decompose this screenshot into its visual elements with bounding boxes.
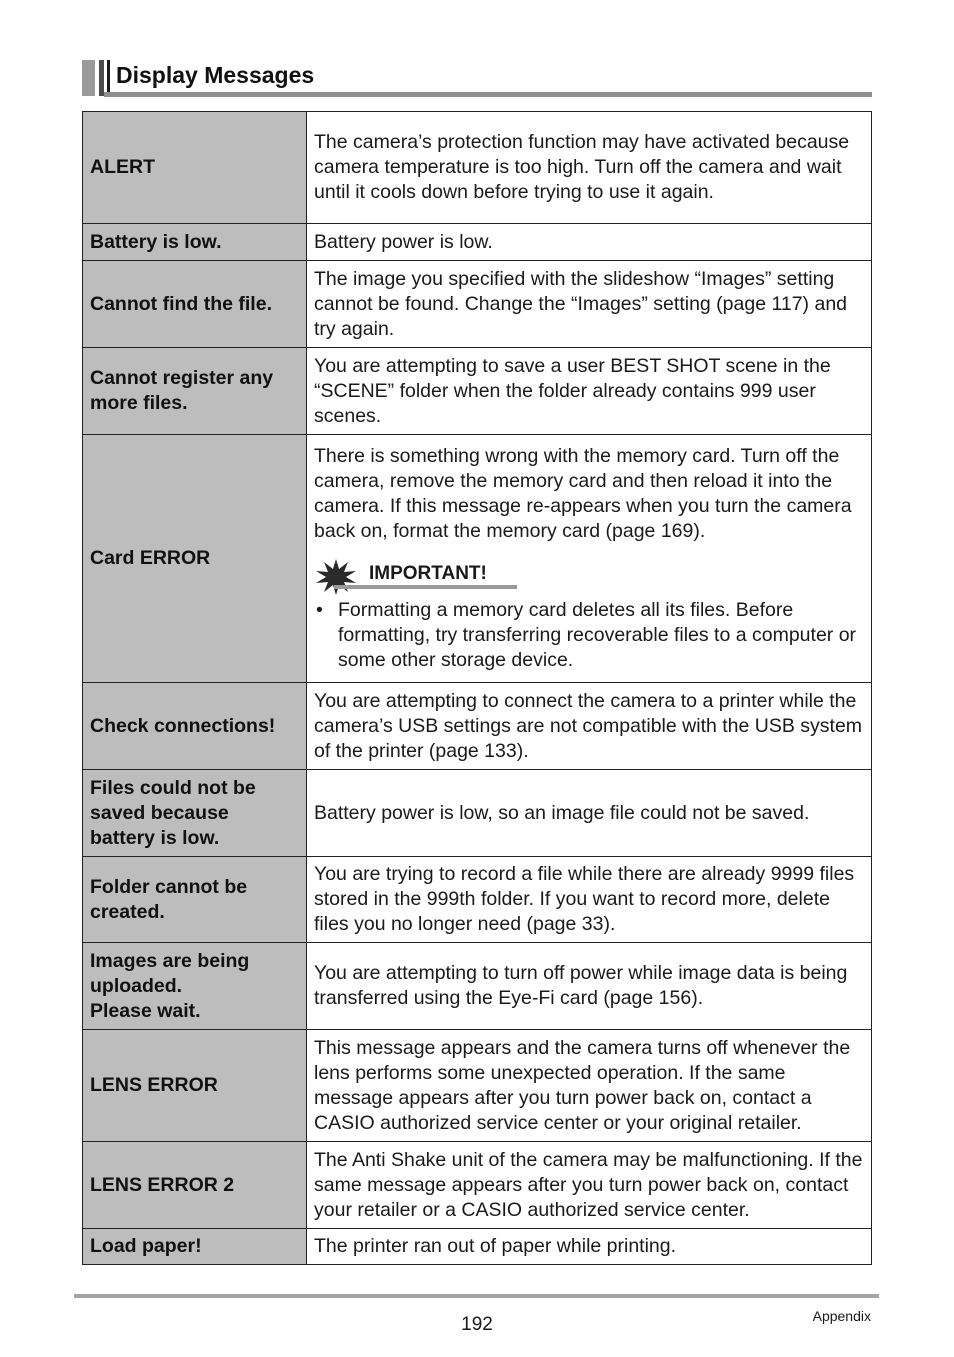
- message-name-cell: [83, 943, 307, 1030]
- heading-marker-bar: [82, 60, 95, 96]
- message-name: Images are being uploaded.: [90, 949, 250, 997]
- heading-marker-bar: [99, 60, 104, 96]
- message-description: You are attempting to turn off power while image data is being transferred using the Eye-Fi card (page 156).: [307, 943, 872, 1030]
- important-burst-icon: [314, 558, 358, 596]
- section-heading: [82, 58, 872, 98]
- message-description: You are attempting to save a user BEST SHOT scene in the “SCENE” folder when the folder already contains 999 user scenes.: [307, 348, 872, 435]
- message-description: You are attempting to connect the camera to a printer while the camera’s USB settings are not compatible with the USB system of the printer (page 133).: [307, 683, 872, 770]
- heading-marker-bar: [107, 60, 110, 96]
- message-name: LENS ERROR 2: [83, 1142, 307, 1229]
- message-name: Folder cannot be created.: [83, 857, 307, 943]
- message-name: Cannot find the file.: [83, 261, 307, 348]
- message-name-line2: Please wait.: [90, 999, 201, 1022]
- message-description: Battery power is low, so an image file could not be saved.: [307, 770, 872, 857]
- message-name: Cannot register any more files.: [83, 348, 307, 435]
- important-note: [314, 558, 864, 596]
- table-row: [83, 112, 872, 224]
- section-label: Appendix: [812, 1308, 871, 1324]
- table-row: [83, 943, 872, 1030]
- important-label: IMPORTANT!: [369, 563, 487, 584]
- list-item: [314, 598, 864, 673]
- message-description: This message appears and the camera turns off whenever the lens performs some unexpected operation. If the same message appears after you turn power back on, contact a CASIO authorized service center or your original retailer.: [307, 1030, 872, 1142]
- table-row: [83, 348, 872, 435]
- message-name: Files could not be saved because battery is low.: [83, 770, 307, 857]
- message-name: ALERT: [83, 112, 307, 224]
- message-name: Card ERROR: [83, 435, 307, 683]
- message-description-cell: [307, 435, 872, 683]
- table-row: [83, 1229, 872, 1265]
- message-description: You are trying to record a file while there are already 9999 files stored in the 999th folder. If you want to record more, delete files you no longer need (page 33).: [307, 857, 872, 943]
- table-row: [83, 770, 872, 857]
- table-row: [83, 857, 872, 943]
- table-row: [83, 683, 872, 770]
- message-description: The image you specified with the slideshow “Images” setting cannot be found. Change the “Images” setting (page 117) and try again.: [307, 261, 872, 348]
- message-description: The Anti Shake unit of the camera may be malfunctioning. If the same message appears after you turn power back on, contact your retailer or a CASIO authorized service center.: [307, 1142, 872, 1229]
- page-title: Display Messages: [116, 62, 315, 88]
- footer-divider: [74, 1294, 879, 1298]
- page-number: 192: [461, 1314, 493, 1335]
- display-messages-table: [82, 111, 872, 1265]
- bullet-mark: •: [316, 599, 323, 621]
- message-name: Load paper!: [83, 1229, 307, 1265]
- table-row: [83, 1142, 872, 1229]
- message-description: The camera’s protection function may have activated because camera temperature is too high. Turn off the camera and wait until it cools down before trying to use it again.: [307, 112, 872, 224]
- message-description: Battery power is low.: [307, 224, 872, 261]
- message-name: LENS ERROR: [83, 1030, 307, 1142]
- table-row: [83, 1030, 872, 1142]
- message-name: Battery is low.: [83, 224, 307, 261]
- bullet-text: Formatting a memory card deletes all its files. Before formatting, try transferring recoverable files to a computer or some other storage device.: [338, 599, 857, 671]
- message-description: The printer ran out of paper while printing.: [307, 1229, 872, 1265]
- table-row: [83, 224, 872, 261]
- table-row: [83, 261, 872, 348]
- table-row: [83, 435, 872, 683]
- message-description: There is something wrong with the memory card. Turn off the camera, remove the memory card and then reload it into the camera. If this message re-appears when you turn the camera back on, format the memory card (page 169).: [314, 445, 852, 542]
- heading-underline: [104, 92, 872, 97]
- message-name: Check connections!: [83, 683, 307, 770]
